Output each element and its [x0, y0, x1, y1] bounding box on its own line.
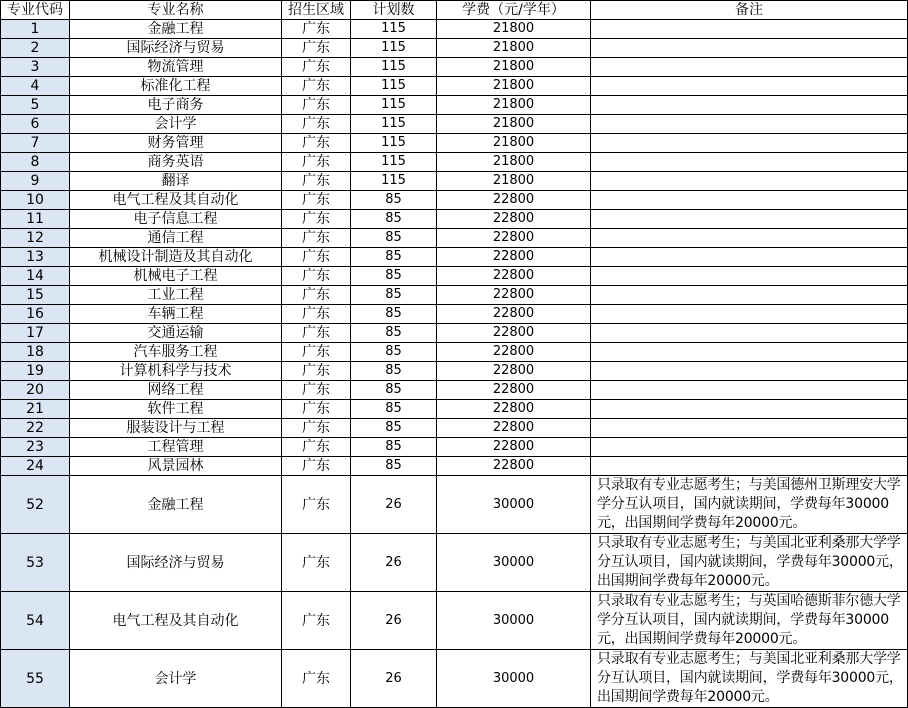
tuition-cell: 21800 — [437, 134, 591, 153]
plan-count-cell: 85 — [351, 362, 437, 381]
header-plan: 计划数 — [351, 1, 437, 20]
note-cell — [591, 343, 908, 362]
plan-count-cell: 85 — [351, 438, 437, 457]
region-cell: 广东 — [282, 650, 351, 708]
tuition-cell: 22800 — [437, 457, 591, 476]
note-cell — [591, 248, 908, 267]
major-name-cell: 机械电子工程 — [70, 267, 282, 286]
tuition-cell: 22800 — [437, 210, 591, 229]
code-cell: 19 — [1, 362, 70, 381]
note-cell — [591, 58, 908, 77]
code-cell: 24 — [1, 457, 70, 476]
code-cell: 16 — [1, 305, 70, 324]
code-cell: 1 — [1, 20, 70, 39]
tuition-cell: 22800 — [437, 305, 591, 324]
tuition-cell: 30000 — [437, 476, 591, 534]
code-cell: 22 — [1, 419, 70, 438]
major-name-cell: 国际经济与贸易 — [70, 39, 282, 58]
tuition-cell: 21800 — [437, 115, 591, 134]
major-name-cell: 电子信息工程 — [70, 210, 282, 229]
note-cell: 只录取有专业志愿考生；与美国北亚利桑那大学学分互认项目，国内就读期间，学费每年30000元，出国期间学费每年20000元。 — [591, 650, 908, 708]
note-cell — [591, 39, 908, 58]
region-cell: 广东 — [282, 134, 351, 153]
major-name-cell: 商务英语 — [70, 153, 282, 172]
table-row — [1, 592, 908, 650]
tuition-cell: 21800 — [437, 172, 591, 191]
major-name-cell: 工业工程 — [70, 286, 282, 305]
header-region: 招生区域 — [282, 1, 351, 20]
tuition-cell: 22800 — [437, 381, 591, 400]
plan-count-cell: 115 — [351, 134, 437, 153]
note-cell — [591, 115, 908, 134]
table-row — [1, 457, 908, 476]
note-cell — [591, 77, 908, 96]
code-cell: 8 — [1, 153, 70, 172]
region-cell: 广东 — [282, 457, 351, 476]
table-row — [1, 210, 908, 229]
major-name-cell: 网络工程 — [70, 381, 282, 400]
region-cell: 广东 — [282, 20, 351, 39]
tuition-cell: 22800 — [437, 362, 591, 381]
table-row — [1, 134, 908, 153]
plan-count-cell: 115 — [351, 115, 437, 134]
table-body — [1, 20, 908, 708]
major-name-cell: 金融工程 — [70, 476, 282, 534]
major-name-cell: 软件工程 — [70, 400, 282, 419]
note-cell — [591, 400, 908, 419]
major-name-cell: 计算机科学与技术 — [70, 362, 282, 381]
table-row — [1, 77, 908, 96]
tuition-cell: 21800 — [437, 77, 591, 96]
tuition-cell: 22800 — [437, 229, 591, 248]
plan-count-cell: 85 — [351, 457, 437, 476]
tuition-cell: 22800 — [437, 286, 591, 305]
code-cell: 15 — [1, 286, 70, 305]
code-cell: 14 — [1, 267, 70, 286]
table-row — [1, 305, 908, 324]
tuition-cell: 22800 — [437, 267, 591, 286]
table-row — [1, 96, 908, 115]
table-row — [1, 58, 908, 77]
code-cell: 18 — [1, 343, 70, 362]
major-name-cell: 交通运输 — [70, 324, 282, 343]
table-row — [1, 115, 908, 134]
table-row — [1, 381, 908, 400]
note-cell: 只录取有专业志愿考生；与美国北亚利桑那大学学分互认项目，国内就读期间，学费每年30000元，出国期间学费每年20000元。 — [591, 534, 908, 592]
table-row — [1, 650, 908, 708]
plan-count-cell: 85 — [351, 286, 437, 305]
note-cell — [591, 134, 908, 153]
tuition-cell: 22800 — [437, 400, 591, 419]
region-cell: 广东 — [282, 534, 351, 592]
plan-count-cell: 115 — [351, 58, 437, 77]
table-row — [1, 343, 908, 362]
header-code: 专业代码 — [1, 1, 70, 20]
table-row — [1, 248, 908, 267]
major-name-cell: 机械设计制造及其自动化 — [70, 248, 282, 267]
note-cell — [591, 381, 908, 400]
major-name-cell: 翻译 — [70, 172, 282, 191]
code-cell: 3 — [1, 58, 70, 77]
note-cell — [591, 419, 908, 438]
major-name-cell: 国际经济与贸易 — [70, 534, 282, 592]
note-cell — [591, 324, 908, 343]
major-name-cell: 物流管理 — [70, 58, 282, 77]
major-name-cell: 车辆工程 — [70, 305, 282, 324]
tuition-cell: 30000 — [437, 534, 591, 592]
note-cell — [591, 153, 908, 172]
code-cell: 6 — [1, 115, 70, 134]
tuition-cell: 22800 — [437, 191, 591, 210]
note-cell — [591, 20, 908, 39]
table-row — [1, 191, 908, 210]
table-row — [1, 534, 908, 592]
table-row — [1, 419, 908, 438]
plan-count-cell: 26 — [351, 592, 437, 650]
note-cell: 只录取有专业志愿考生；与美国德州卫斯理安大学学分互认项目，国内就读期间，学费每年30000元，出国期间学费每年20000元。 — [591, 476, 908, 534]
table-row — [1, 153, 908, 172]
code-cell: 53 — [1, 534, 70, 592]
code-cell: 10 — [1, 191, 70, 210]
plan-count-cell: 115 — [351, 39, 437, 58]
note-cell — [591, 191, 908, 210]
region-cell: 广东 — [282, 267, 351, 286]
note-cell — [591, 96, 908, 115]
region-cell: 广东 — [282, 229, 351, 248]
table-row — [1, 324, 908, 343]
table-row — [1, 229, 908, 248]
major-name-cell: 电气工程及其自动化 — [70, 191, 282, 210]
region-cell: 广东 — [282, 400, 351, 419]
region-cell: 广东 — [282, 191, 351, 210]
major-name-cell: 汽车服务工程 — [70, 343, 282, 362]
tuition-cell: 21800 — [437, 96, 591, 115]
note-cell — [591, 438, 908, 457]
table-row — [1, 476, 908, 534]
tuition-cell: 30000 — [437, 650, 591, 708]
region-cell: 广东 — [282, 343, 351, 362]
tuition-cell: 22800 — [437, 248, 591, 267]
table-row — [1, 39, 908, 58]
major-name-cell: 电气工程及其自动化 — [70, 592, 282, 650]
region-cell: 广东 — [282, 419, 351, 438]
plan-count-cell: 85 — [351, 210, 437, 229]
note-cell — [591, 229, 908, 248]
tuition-cell: 21800 — [437, 153, 591, 172]
plan-count-cell: 26 — [351, 534, 437, 592]
region-cell: 广东 — [282, 286, 351, 305]
region-cell: 广东 — [282, 58, 351, 77]
note-cell — [591, 172, 908, 191]
plan-count-cell: 115 — [351, 153, 437, 172]
plan-count-cell: 115 — [351, 77, 437, 96]
table-row — [1, 172, 908, 191]
tuition-cell: 30000 — [437, 592, 591, 650]
region-cell: 广东 — [282, 39, 351, 58]
code-cell: 4 — [1, 77, 70, 96]
header-note: 备注 — [591, 1, 908, 20]
plan-count-cell: 115 — [351, 172, 437, 191]
table-header — [1, 1, 908, 20]
code-cell: 20 — [1, 381, 70, 400]
note-cell — [591, 286, 908, 305]
table-row — [1, 400, 908, 419]
region-cell: 广东 — [282, 77, 351, 96]
major-name-cell: 标准化工程 — [70, 77, 282, 96]
region-cell: 广东 — [282, 362, 351, 381]
code-cell: 17 — [1, 324, 70, 343]
region-cell: 广东 — [282, 592, 351, 650]
header-fee: 学费（元/学年） — [437, 1, 591, 20]
note-cell — [591, 210, 908, 229]
code-cell: 21 — [1, 400, 70, 419]
region-cell: 广东 — [282, 324, 351, 343]
code-cell: 7 — [1, 134, 70, 153]
major-name-cell: 电子商务 — [70, 96, 282, 115]
plan-count-cell: 26 — [351, 650, 437, 708]
code-cell: 9 — [1, 172, 70, 191]
plan-count-cell: 115 — [351, 20, 437, 39]
major-name-cell: 金融工程 — [70, 20, 282, 39]
code-cell: 13 — [1, 248, 70, 267]
note-cell — [591, 305, 908, 324]
region-cell: 广东 — [282, 96, 351, 115]
table-row — [1, 286, 908, 305]
code-cell: 54 — [1, 592, 70, 650]
plan-count-cell: 85 — [351, 267, 437, 286]
tuition-cell: 22800 — [437, 324, 591, 343]
table-row — [1, 362, 908, 381]
region-cell: 广东 — [282, 153, 351, 172]
code-cell: 11 — [1, 210, 70, 229]
code-cell: 55 — [1, 650, 70, 708]
plan-count-cell: 85 — [351, 381, 437, 400]
table-row — [1, 267, 908, 286]
code-cell: 23 — [1, 438, 70, 457]
region-cell: 广东 — [282, 476, 351, 534]
plan-count-cell: 85 — [351, 191, 437, 210]
plan-count-cell: 85 — [351, 324, 437, 343]
region-cell: 广东 — [282, 172, 351, 191]
plan-count-cell: 85 — [351, 229, 437, 248]
code-cell: 2 — [1, 39, 70, 58]
tuition-cell: 21800 — [437, 39, 591, 58]
note-cell: 只录取有专业志愿考生；与英国哈德斯菲尔德大学学分互认项目，国内就读期间，学费每年30000元，出国期间学费每年20000元。 — [591, 592, 908, 650]
major-name-cell: 工程管理 — [70, 438, 282, 457]
major-name-cell: 风景园林 — [70, 457, 282, 476]
plan-count-cell: 85 — [351, 305, 437, 324]
major-name-cell: 服装设计与工程 — [70, 419, 282, 438]
major-name-cell: 会计学 — [70, 650, 282, 708]
region-cell: 广东 — [282, 248, 351, 267]
region-cell: 广东 — [282, 115, 351, 134]
tuition-cell: 22800 — [437, 419, 591, 438]
note-cell — [591, 362, 908, 381]
plan-count-cell: 85 — [351, 400, 437, 419]
major-name-cell: 财务管理 — [70, 134, 282, 153]
note-cell — [591, 267, 908, 286]
plan-count-cell: 85 — [351, 248, 437, 267]
region-cell: 广东 — [282, 305, 351, 324]
plan-count-cell: 26 — [351, 476, 437, 534]
major-name-cell: 通信工程 — [70, 229, 282, 248]
code-cell: 5 — [1, 96, 70, 115]
code-cell: 52 — [1, 476, 70, 534]
note-cell — [591, 457, 908, 476]
region-cell: 广东 — [282, 210, 351, 229]
tuition-cell: 21800 — [437, 20, 591, 39]
tuition-cell: 21800 — [437, 58, 591, 77]
table-row — [1, 20, 908, 39]
plan-count-cell: 115 — [351, 96, 437, 115]
tuition-cell: 22800 — [437, 343, 591, 362]
plan-count-cell: 85 — [351, 419, 437, 438]
header-name: 专业名称 — [70, 1, 282, 20]
plan-count-cell: 85 — [351, 343, 437, 362]
region-cell: 广东 — [282, 438, 351, 457]
tuition-cell: 22800 — [437, 438, 591, 457]
code-cell: 12 — [1, 229, 70, 248]
region-cell: 广东 — [282, 381, 351, 400]
major-name-cell: 会计学 — [70, 115, 282, 134]
table-row — [1, 438, 908, 457]
